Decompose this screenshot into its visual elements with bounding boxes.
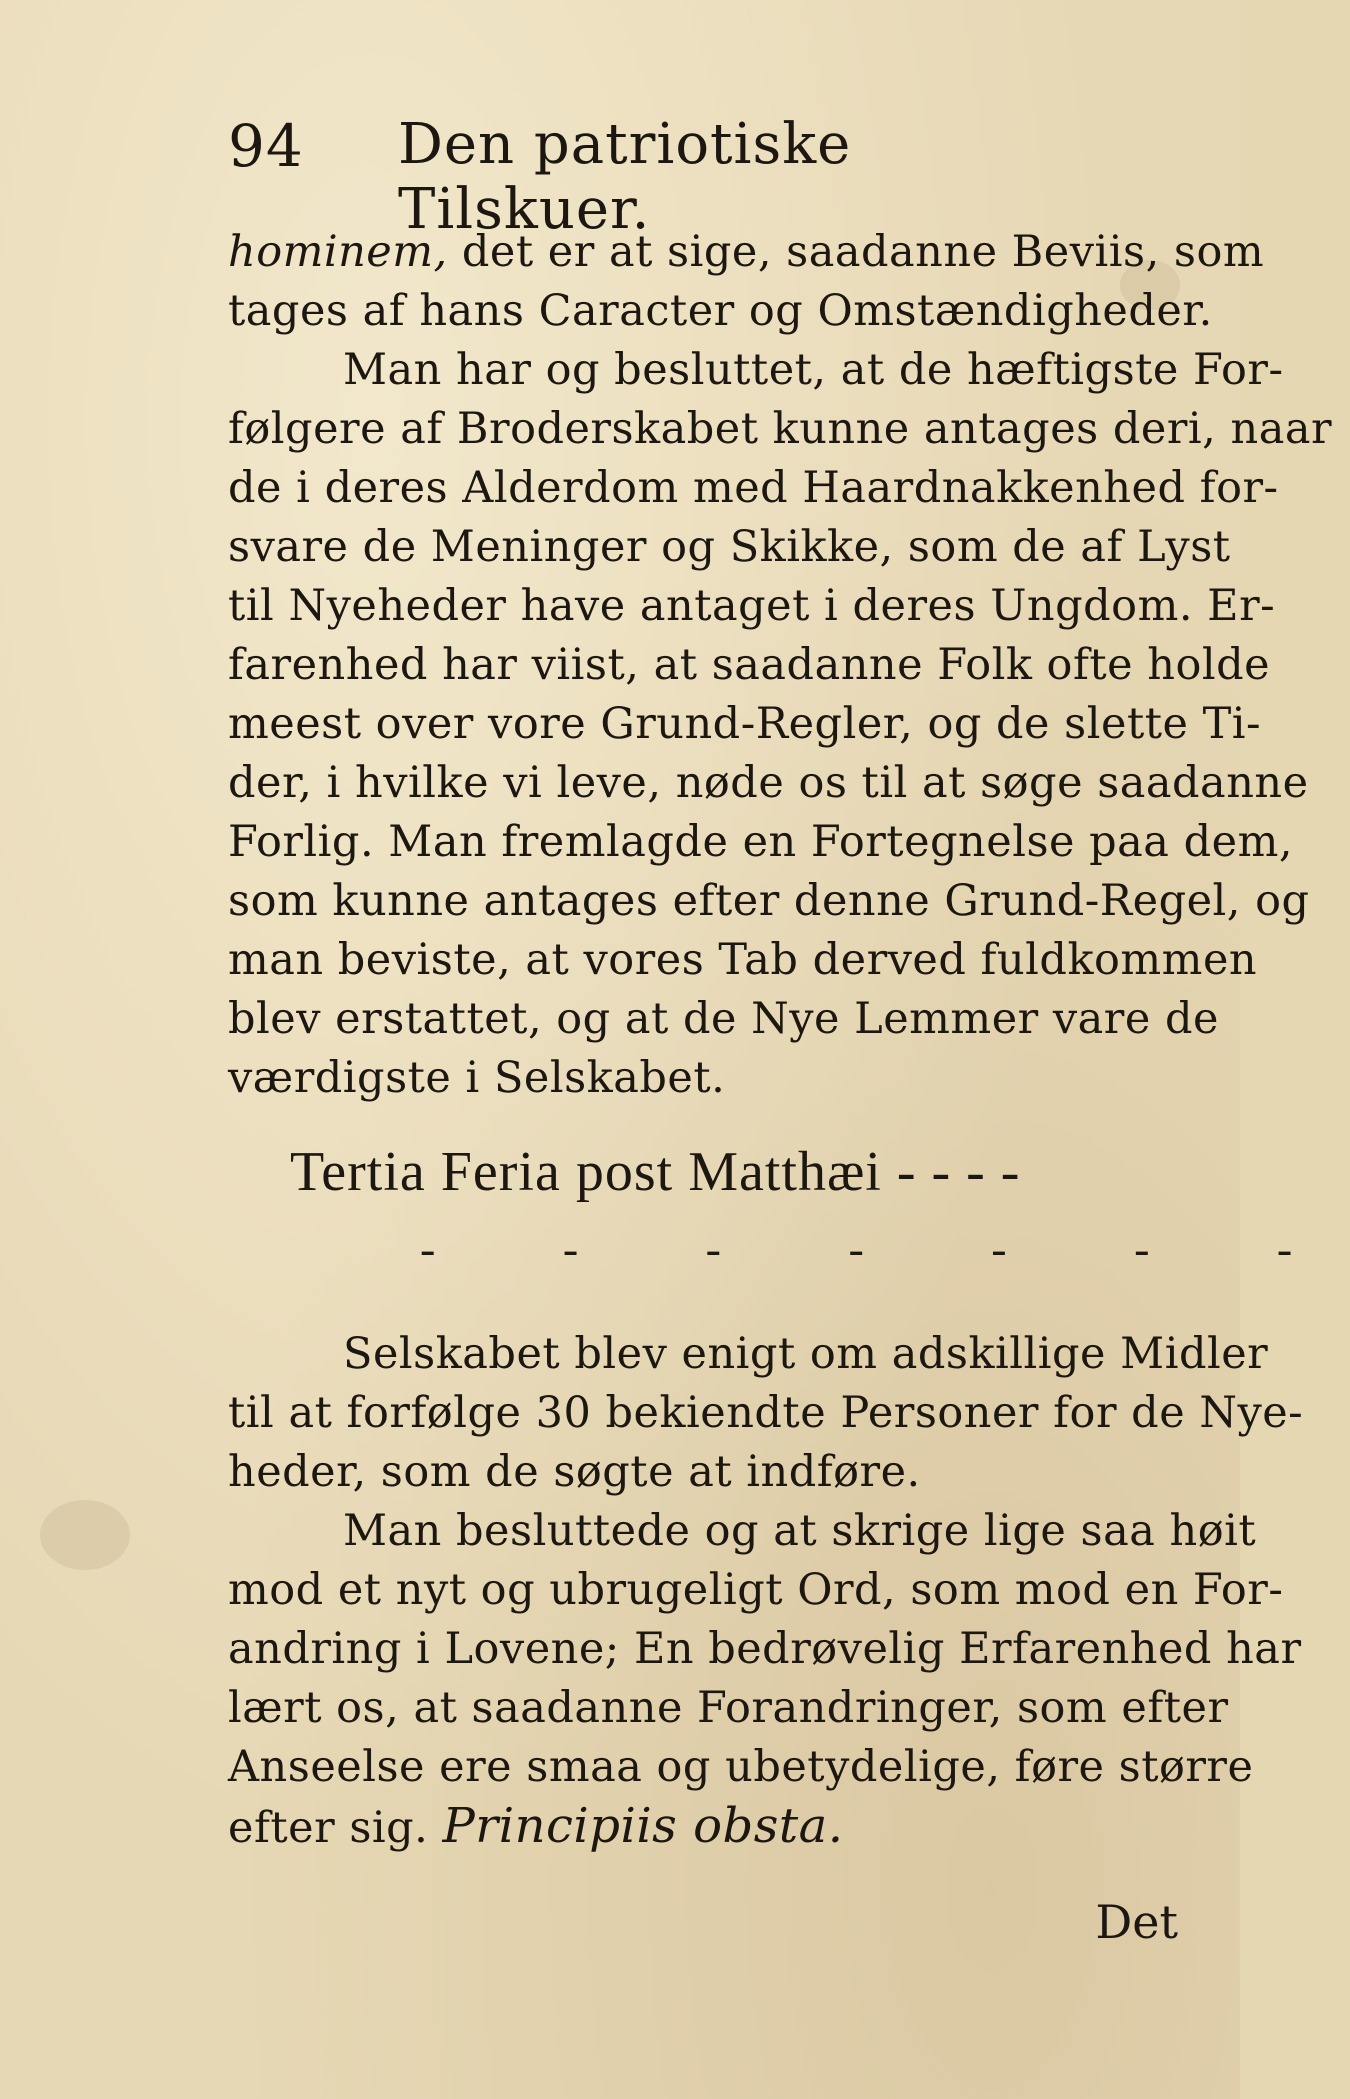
- text-line: heder, som de søgte at indføre.: [228, 1447, 921, 1497]
- page-header: [228, 100, 1028, 242]
- text-line: mod et nyt og ubrugeligt Ord, som mod en For-: [228, 1565, 1284, 1615]
- paper-stain: [40, 1500, 130, 1570]
- text-line: svare de Meninger og Skikke, som de af Lyst: [228, 522, 1231, 572]
- text-line: til Nyeheder have antaget i deres Ungdom. Er-: [228, 581, 1276, 631]
- text-line: [228, 1797, 1178, 1856]
- text-line: følgere af Broderskabet kunne antages deri, naar: [228, 404, 1333, 454]
- latin-phrase: Principiis obsta.: [442, 1798, 844, 1854]
- text-line: farenhed har viist, at saadanne Folk ofte holde: [228, 640, 1271, 690]
- text-line: lært os, at saadanne Forandringer, som efter: [228, 1683, 1229, 1733]
- text-line: som kunne antages efter denne Grund-Regel, og: [228, 876, 1310, 926]
- text-line: andring i Lovene; En bedrøvelig Erfarenhed har: [228, 1624, 1302, 1674]
- text-line: man beviste, at vores Tab derved fuldkommen: [228, 935, 1258, 985]
- paragraph-block-1: [228, 223, 1333, 1108]
- paragraph-block-2: [228, 1325, 1304, 1856]
- text-line: Selskabet blev enigt om adskillige Midler: [343, 1329, 1269, 1379]
- text-line: Man besluttede og at skrige lige saa høit: [343, 1506, 1257, 1556]
- text-line: Forlig. Man fremlagde en Fortegnelse paa dem,: [228, 817, 1294, 867]
- text-line: værdigste i Selskabet.: [228, 1053, 726, 1103]
- text-line: tages af hans Caracter og Omstændigheder.: [228, 286, 1213, 336]
- text-line: Man har og besluttet, at de hæftigste For-: [343, 345, 1284, 395]
- text-line: meest over vore Grund-Regler, og de slette Ti-: [228, 699, 1262, 749]
- text-line: Anseelse ere smaa og ubetydelige, føre større: [228, 1742, 1254, 1792]
- text-line-content: det er at sige, saadanne Beviis, som: [447, 227, 1265, 277]
- latin-word: hominem,: [228, 227, 448, 277]
- running-head: Den patriotiske Tilskuer.: [398, 112, 852, 242]
- text-line: [228, 223, 1265, 282]
- text-line: blev erstattet, og at de Nye Lemmer vare de: [228, 994, 1219, 1044]
- page-number: 94: [228, 112, 304, 180]
- catchword: Det: [1095, 1895, 1178, 1949]
- text-line: der, i hvilke vi leve, nøde os til at søge saadanne: [228, 758, 1309, 808]
- text-line: til at forfølge 30 bekiendte Personer for de Nye-: [228, 1388, 1304, 1438]
- text-line: de i deres Alderdom med Haardnakkenhed for-: [228, 463, 1279, 513]
- text-line-content: efter sig.: [228, 1803, 443, 1853]
- dash-separator: - - - - - - -: [420, 1223, 1350, 1274]
- section-heading: Tertia Feria post Matthæi - - - -: [290, 1141, 1021, 1203]
